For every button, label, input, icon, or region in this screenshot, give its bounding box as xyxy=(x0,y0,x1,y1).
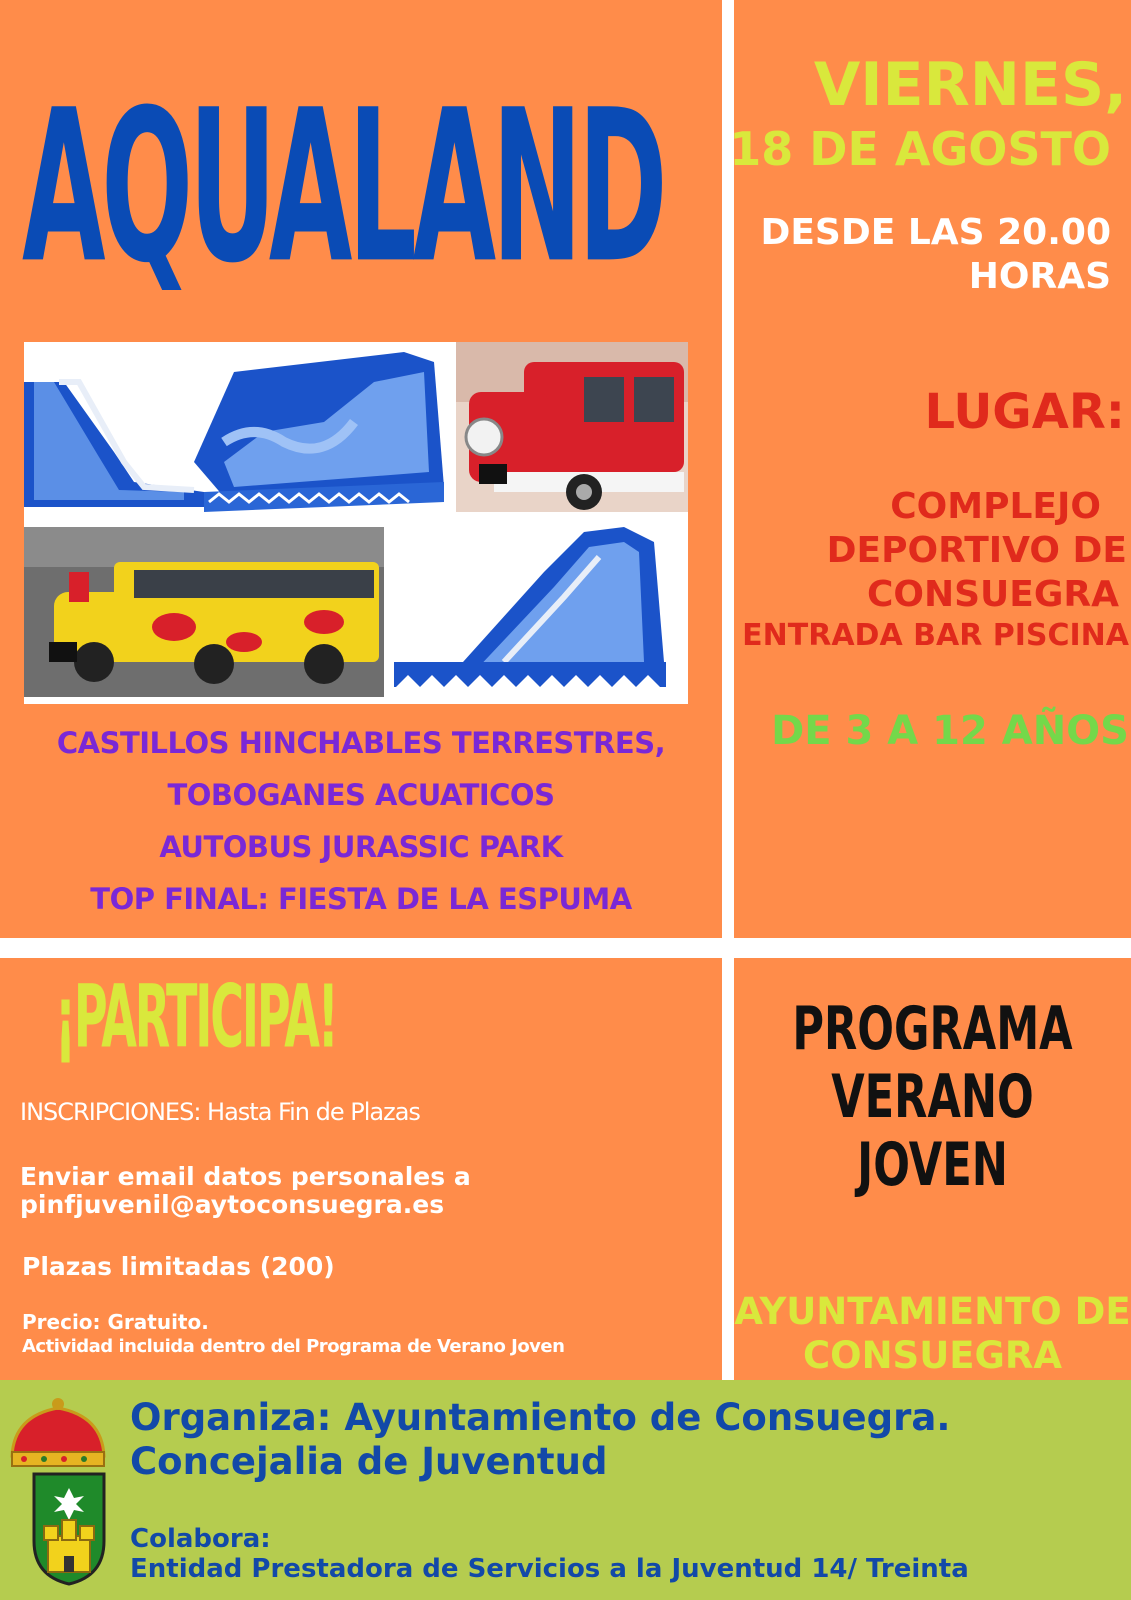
water-slide-image-2 xyxy=(392,527,688,697)
event-time-line1: DESDE LAS 20.00 xyxy=(760,212,1111,253)
programa-line1: PROGRAMA xyxy=(792,994,1073,1064)
collage-illustration xyxy=(24,342,688,704)
plazas-text: Plazas limitadas (200) xyxy=(22,1252,335,1281)
actividad-text: Actividad incluida dentro del Programa de Verano Joven xyxy=(22,1336,565,1357)
colabora-text: Entidad Prestadora de Servicios a la Juventud 14/ Treinta xyxy=(130,1554,969,1584)
coat-of-arms-icon xyxy=(4,1396,112,1586)
programa-line2: VERANO xyxy=(831,1062,1034,1132)
event-date: 18 DE AGOSTO xyxy=(729,122,1111,176)
programa-line3: JOVEN xyxy=(857,1130,1008,1200)
event-day: VIERNES, xyxy=(813,50,1127,120)
attraction-item: TOP FINAL: FIESTA DE LA ESPUMA xyxy=(90,882,632,916)
water-slide-image-1 xyxy=(24,342,444,522)
organiza-line2: Concejalia de Juventud xyxy=(130,1440,608,1483)
precio-text: Precio: Gratuito. xyxy=(22,1310,209,1334)
colabora-label: Colabora: xyxy=(130,1524,271,1554)
ayuntamiento-line2: CONSUEGRA xyxy=(802,1334,1063,1377)
place-label: LUGAR: xyxy=(924,384,1125,440)
attraction-item: TOBOGANES ACUATICOS xyxy=(167,778,555,812)
poster-title: AQUALAND xyxy=(22,66,664,310)
red-train-image xyxy=(456,342,688,512)
organiza-line1: Organiza: Ayuntamiento de Consuegra. xyxy=(130,1396,951,1439)
contact-email: pinfjuvenil@aytoconsuegra.es xyxy=(20,1190,445,1219)
place-line2: DEPORTIVO DE xyxy=(826,530,1127,571)
attraction-item: AUTOBUS JURASSIC PARK xyxy=(159,830,563,864)
place-line1: COMPLEJO xyxy=(890,486,1101,527)
inscripciones-text: INSCRIPCIONES: Hasta Fin de Plazas xyxy=(20,1098,420,1126)
ayuntamiento-line1: AYUNTAMIENTO DE xyxy=(734,1290,1131,1333)
age-range: DE 3 A 12 AÑOS xyxy=(771,708,1129,754)
attractions-photo-collage xyxy=(24,342,688,704)
email-instruction: Enviar email datos personales a xyxy=(20,1162,471,1191)
event-time-line2: HORAS xyxy=(968,256,1111,297)
place-line3: CONSUEGRA xyxy=(866,574,1119,615)
participa-heading: ¡PARTICIPA! xyxy=(55,968,337,1068)
jurassic-bus-image xyxy=(24,527,384,697)
attraction-item: CASTILLOS HINCHABLES TERRESTRES, xyxy=(56,726,666,760)
place-line4: ENTRADA BAR PISCINA xyxy=(742,618,1129,653)
